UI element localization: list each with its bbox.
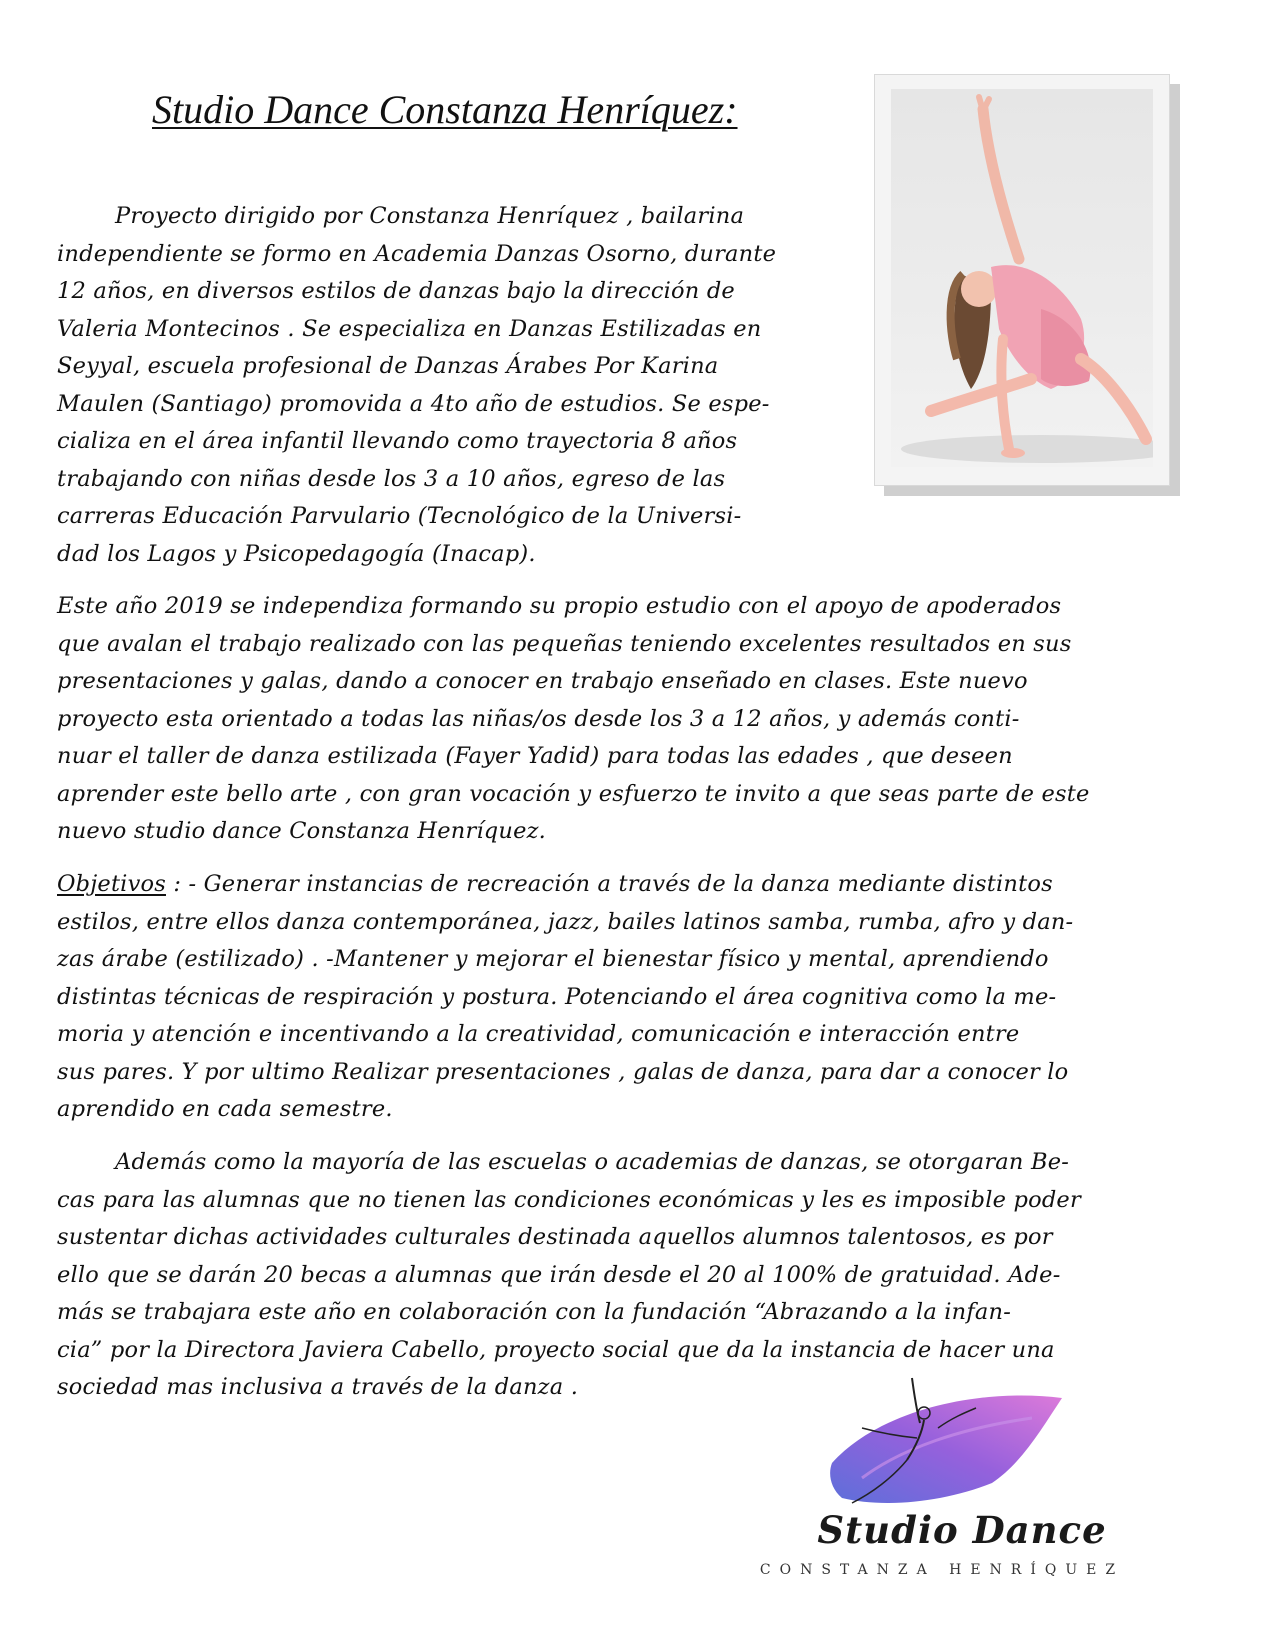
text-line: Seyyal, escuela profesional de Danzas Árabes Por Karina [57, 353, 719, 379]
logo-title: Studio Dance [817, 1508, 1107, 1552]
text-line: Además como la mayoría de las escuelas o academias de danzas, se otorgaran Be- [115, 1149, 1070, 1175]
text-line: dad los Lagos y Psicopedagogía (Inacap). [57, 540, 536, 567]
text-line: sus pares. Y por ultimo Realizar presentaciones , galas de danza, para dar a conocer lo [57, 1058, 1069, 1085]
text-line: ello que se darán 20 becas a alumnas que irán desde el 20 al 100% de gratuidad. Ade- [57, 1261, 1061, 1288]
paragraph-objectives [57, 866, 1227, 1129]
text-line: aprendido en cada semestre. [57, 1096, 393, 1122]
text-line: Valeria Montecinos . Se especializa en Danzas Estilizadas en [57, 315, 762, 342]
objectives-first-line: : - Generar instancias de recreación a través de la danza mediante distintos [165, 871, 1053, 897]
text-line: aprender este bello arte , con gran vocación y esfuerzo te invito a que seas parte de este [57, 780, 1090, 807]
logo-subtitle: CONSTANZA HENRÍQUEZ [759, 1562, 1125, 1578]
paragraph-project [57, 588, 1227, 851]
text-line: estilos, entre ellos danza contemporánea, jazz, bailes latinos samba, rumba, afro y dan- [57, 908, 1074, 935]
text-line: nuar el taller de danza estilizada (Fayer Yadid) para todas las edades , que deseen [57, 743, 1013, 769]
text-line: cializa en el área infantil llevando como trayectoria 8 años [57, 428, 738, 454]
text-line: presentaciones y galas, dando a conocer en trabajo enseñado en clases. Este nuevo [57, 668, 1028, 694]
document-title: Studio Dance Constanza Henríquez: [152, 87, 738, 132]
text-line: independiente se formo en Academia Danzas Osorno, durante [57, 240, 777, 267]
dancer-illustration [891, 89, 1153, 467]
dancer-photo-frame [874, 74, 1170, 486]
text-line: más se trabajara este año en colaboración con la fundación “Abrazando a la infan- [57, 1299, 1012, 1325]
objectives-label: Objetivos [57, 871, 166, 897]
text-line [57, 866, 1227, 904]
text-line: proyecto esta orientado a todas las niñas/os desde los 3 a 12 años, y además conti- [57, 705, 1020, 732]
text-line: que avalan el trabajo realizado con las pequeñas teniendo excelentes resultados en sus [57, 630, 1072, 657]
text-line: trabajando con niñas desde los 3 a 10 años, egreso de las [57, 465, 726, 492]
text-line: zas árabe (estilizado) . -Mantener y mejorar el bienestar físico y mental, aprendiendo [57, 946, 1049, 972]
text-line: cia” por la Directora Javiera Cabello, proyecto social que da la instancia de hacer una [57, 1336, 1055, 1363]
text-line: carreras Educación Parvulario (Tecnológico de la Universi- [57, 503, 742, 529]
paragraph-biography [57, 198, 887, 573]
text-line: cas para las alumnas que no tienen las condiciones económicas y les es imposible poder [57, 1186, 1081, 1213]
text-line: Proyecto dirigido por Constanza Henríquez , bailarina [115, 203, 745, 229]
text-line: Maulen (Santiago) promovida a 4to año de estudios. Se espe- [57, 390, 770, 417]
text-line: sociedad mas inclusiva a través de la danza . [57, 1374, 579, 1400]
text-line: 12 años, en diversos estilos de danzas bajo la dirección de [57, 278, 735, 304]
text-line: moria y atención e incentivando a la creatividad, comunicación e interacción entre [57, 1021, 1020, 1047]
text-line: Este año 2019 se independiza formando su propio estudio con el apoyo de apoderados [57, 593, 1062, 619]
studio-logo [702, 1368, 1172, 1598]
dancer-logo-icon [702, 1368, 1172, 1518]
text-line: nuevo studio dance Constanza Henríquez. [57, 818, 547, 844]
text-line: distintas técnicas de respiración y postura. Potenciando el área cognitiva como la me- [57, 983, 1057, 1010]
dancer-photo [891, 89, 1153, 467]
text-line: sustentar dichas actividades culturales destinada aquellos alumnos talentosos, es por [57, 1224, 1053, 1250]
